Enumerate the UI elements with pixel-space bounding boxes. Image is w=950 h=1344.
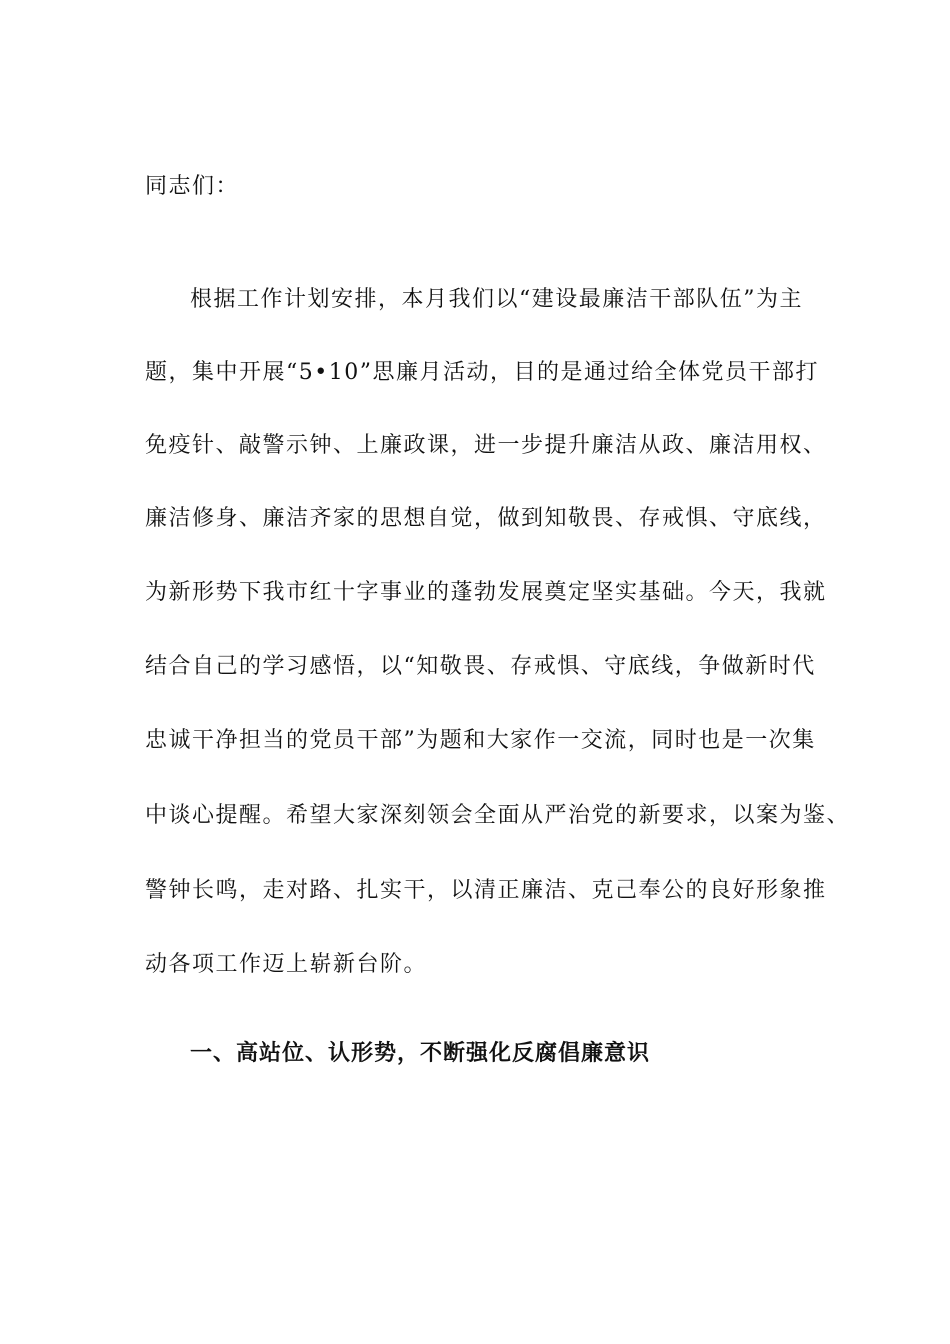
section-heading: 一、高站位、认形势，不断强化反腐倡廉意识 (190, 1040, 651, 1066)
paragraph-line: 题，集中开展“5•10”思廉月活动，目的是通过给全体党员干部打 (145, 360, 819, 385)
paragraph-line: 忠诚干净担当的党员干部”为题和大家作一交流，同时也是一次集 (145, 728, 816, 753)
paragraph-line: 警钟长鸣，走对路、扎实干，以清正廉洁、克己奉公的良好形象推 (145, 878, 827, 903)
paragraph-line: 结合自己的学习感悟，以“知敬畏、存戒惧、守底线，争做新时代 (145, 654, 816, 679)
paragraph-line: 中谈心提醒。希望大家深刻领会全面从严治党的新要求，以案为鉴、 (145, 803, 851, 828)
paragraph-line: 免疫针、敲警示钟、上廉政课，进一步提升廉洁从政、廉洁用权、 (145, 433, 827, 458)
paragraph-line: 廉洁修身、廉洁齐家的思想自觉，做到知敬畏、存戒惧、守底线， (145, 506, 827, 531)
paragraph-line: 根据工作计划安排，本月我们以“建设最廉洁干部队伍”为主 (190, 287, 803, 312)
paragraph-line: 动各项工作迈上崭新台阶。 (145, 952, 428, 977)
paragraph-line: 为新形势下我市红十字事业的蓬勃发展奠定坚实基础。今天，我就 (145, 580, 827, 605)
greeting: 同志们： (145, 174, 240, 199)
